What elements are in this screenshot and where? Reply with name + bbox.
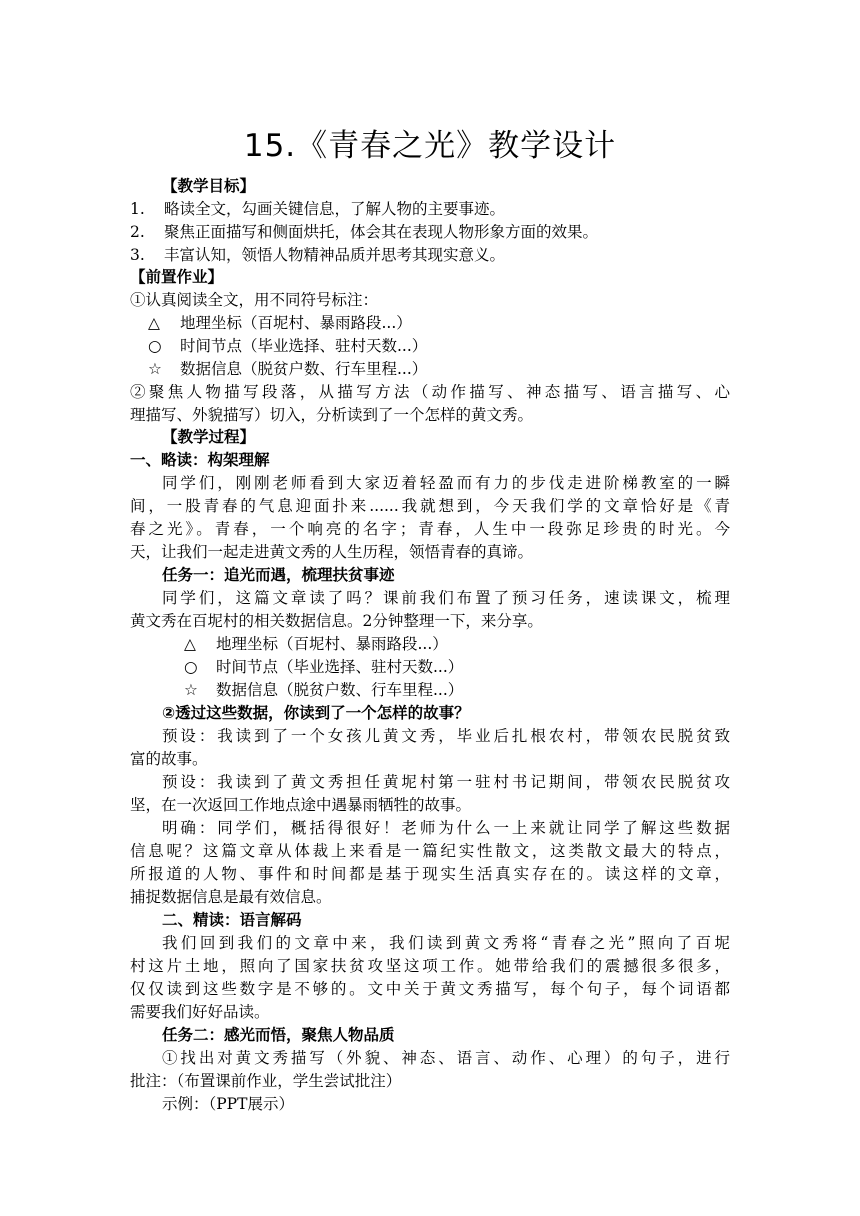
paragraph-line: ①找出对黄文秀描写（外貌、神态、语言、动作、心理）的句子，进行 [162,1049,730,1067]
paragraph-line: 天，让我们一起走进黄文秀的人生历程，领悟青春的真谛。 [130,543,534,561]
mark-item [148,358,730,381]
objective-text: 丰富认知，领悟人物精神品质并思考其现实意义。 [164,246,506,264]
paragraph-line: 捕捉数据信息是最有效信息。 [130,888,332,906]
section2-heading: 二、精读：语言解码 [162,911,302,929]
triangle-icon: △ [184,635,196,653]
mark-item [184,633,730,656]
objective-number: 3. [130,246,145,264]
paragraph-line: 仅仅读到这些数字是不够的。文中关于黄文秀描写，每个句子，每个词语都 [130,980,730,998]
paragraph-line: 坚，在一次返回工作地点途中遇暴雨牺牲的故事。 [130,796,472,814]
paragraph-line: 黄文秀在百坭村的相关数据信息。2分钟整理一下，来分享。 [130,612,543,630]
mark-item [184,679,730,702]
task1-heading: 任务一：追光而遇，梳理扶贫事迹 [162,566,395,584]
document-title: 15.《青春之光》教学设计 [243,128,617,164]
paragraph-line: 村这片土地，照向了国家扶贫攻坚这项工作。她带给我们的震撼很多很多， [130,957,730,975]
mark-item [148,312,730,335]
paragraph-line: 批注：（布置课前作业，学生尝试批注） [130,1072,402,1090]
paragraph-line: 同学们，刚刚老师看到大家迈着轻盈而有力的步伐走进阶梯教室的一瞬 [162,474,730,492]
mark-text: 数据信息（脱贫户数、行车里程...） [216,681,464,699]
circle-icon: ○ [148,337,162,355]
prework-item-1: ①认真阅读全文，用不同符号标注： [130,291,379,309]
paragraph-line: 明确：同学们，概括得很好！老师为什么一上来就让同学了解这些数据 [162,819,730,837]
mark-text: 时间节点（毕业选择、驻村天数...） [216,658,464,676]
process-heading: 【教学过程】 [162,428,256,446]
paragraph-line: 信息呢？这篇文章从体裁上来看是一篇纪实性散文，这类散文最大的特点， [130,842,730,860]
prework-item-2-cont: 理描写、外貌描写）切入，分析读到了一个怎样的黄文秀。 [130,406,534,424]
paragraph-line: 同学们，这篇文章读了吗？课前我们布置了预习任务，速读课文，梳理 [162,589,730,607]
mark-item [184,656,730,679]
objective-item [130,198,730,221]
circle-icon: ○ [184,658,198,676]
task2-heading: 任务二：感光而悟，聚焦人物品质 [162,1026,395,1044]
question-line: ②透过这些数据，你读到了一个怎样的故事？ [162,704,470,722]
paragraph-line: 预设：我读到了一个女孩儿黄文秀，毕业后扎根农村，带领农民脱贫致 [162,727,730,745]
mark-text: 时间节点（毕业选择、驻村天数...） [180,337,428,355]
prework-item-2: ②聚焦人物描写段落，从描写方法（动作描写、神态描写、语言描写、心 [130,383,730,401]
objective-number: 1. [130,200,145,218]
paragraph-line: 富的故事。 [130,750,208,768]
objective-number: 2. [130,223,145,241]
objective-item [130,221,730,244]
paragraph-line: 所报道的人物、事件和时间都是基于现实生活真实存在的。读这样的文章， [130,865,730,883]
section1-heading: 一、略读：构架理解 [130,451,270,469]
objectives-heading: 【教学目标】 [162,177,256,195]
mark-text: 地理坐标（百坭村、暴雨路段...） [216,635,448,653]
paragraph-line: 间，一股青春的气息迎面扑来......我就想到，今天我们学的文章恰好是《青 [130,497,730,515]
mark-text: 数据信息（脱贫户数、行车里程...） [180,360,428,378]
prework-heading: 【前置作业】 [130,268,224,286]
objective-text: 略读全文，勾画关键信息，了解人物的主要事迹。 [164,200,506,218]
paragraph-line: 需要我们好好品读。 [130,1003,270,1021]
mark-text: 地理坐标（百坭村、暴雨路段...） [180,314,412,332]
star-icon: ☆ [184,681,198,699]
triangle-icon: △ [148,314,160,332]
example-line: 示例：（PPT展示） [162,1095,294,1113]
paragraph-line: 预设：我读到了黄文秀担任黄坭村第一驻村书记期间，带领农民脱贫攻 [162,773,730,791]
objective-text: 聚焦正面描写和侧面烘托，体会其在表现人物形象方面的效果。 [164,223,599,241]
paragraph-line: 我们回到我们的文章中来，我们读到黄文秀将“青春之光”照向了百坭 [162,934,730,952]
mark-item [148,335,730,358]
star-icon: ☆ [148,360,162,378]
objective-item [130,244,730,267]
paragraph-line: 春之光》。青春，一个响亮的名字；青春，人生中一段弥足珍贵的时光。今 [130,520,730,538]
